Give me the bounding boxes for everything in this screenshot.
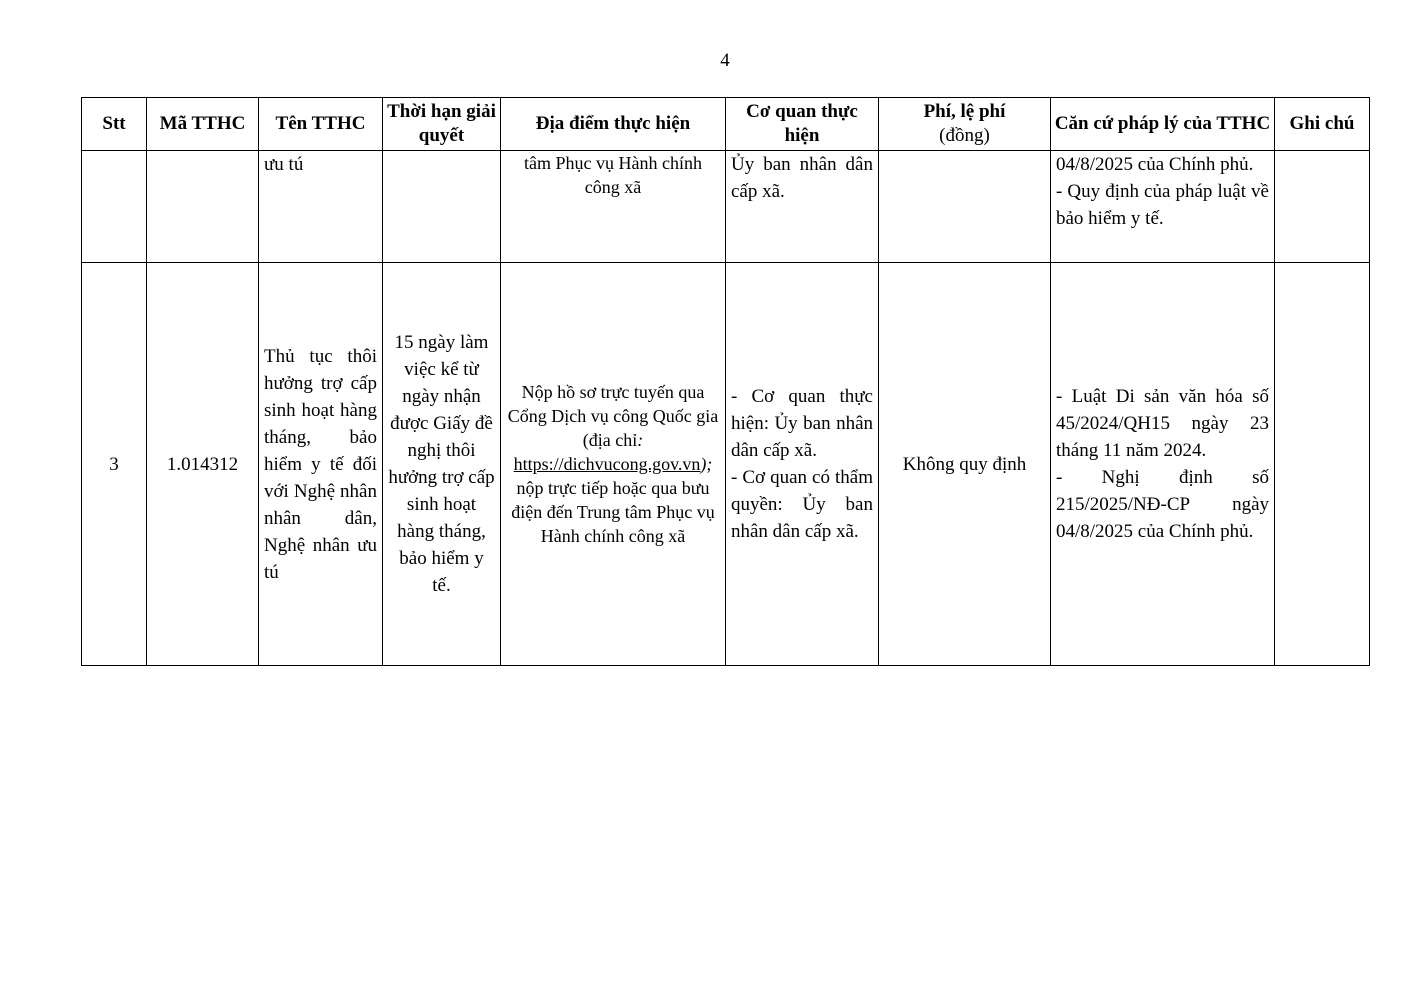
cell-phi-le-phi xyxy=(879,151,1051,263)
header-can-cu: Căn cứ pháp lý của TTHC xyxy=(1051,98,1275,151)
cell-dia-diem: tâm Phục vụ Hành chính công xã xyxy=(501,151,726,263)
cell-dia-diem xyxy=(501,263,726,666)
header-ma-tthc: Mã TTHC xyxy=(147,98,259,151)
can-cu-line-1: - Luật Di sản văn hóa số 45/2024/QH15 ngày 23 tháng 11 năm 2024. xyxy=(1056,386,1269,461)
cell-ma-tthc xyxy=(147,151,259,263)
header-phi-unit: (đồng) xyxy=(939,125,990,146)
cell-can-cu xyxy=(1051,151,1275,263)
dia-diem-text-2: nộp trực tiếp hoặc qua bưu điện đến Trung tâm Phục vụ Hành chính công xã xyxy=(511,478,715,546)
cell-ghi-chu xyxy=(1275,151,1370,263)
cell-ten-tthc: Thủ tục thôi hưởng trợ cấp sinh hoạt hàng tháng, bảo hiểm y tế đối với Nghệ nhân nhân dân, Nghệ nhân ưu tú xyxy=(259,263,383,666)
dich-vu-cong-link[interactable]: https://dichvucong.gov.vn xyxy=(513,454,701,474)
cell-thoi-han xyxy=(383,151,501,263)
dia-diem-close: ); xyxy=(700,454,713,474)
table-row-3 xyxy=(82,263,1370,666)
page-number: 4 xyxy=(720,50,730,71)
header-co-quan: Cơ quan thực hiện xyxy=(726,98,879,151)
can-cu-line-2: - Quy định của pháp luật về bảo hiểm y tế. xyxy=(1056,181,1269,229)
header-ghi-chu: Ghi chú xyxy=(1275,98,1370,151)
cell-stt: 3 xyxy=(82,263,147,666)
cell-can-cu xyxy=(1051,263,1275,666)
cell-co-quan: Ủy ban nhân dân cấp xã. xyxy=(726,151,879,263)
co-quan-line-2: - Cơ quan có thẩm quyền: Ủy ban nhân dân cấp xã. xyxy=(731,467,873,542)
dia-diem-colon: : xyxy=(637,430,644,450)
procedures-table xyxy=(81,97,1370,666)
header-ten-tthc: Tên TTHC xyxy=(259,98,383,151)
dia-diem-text-1: Nộp hồ sơ trực tuyến qua Cổng Dịch vụ công Quốc gia (địa chỉ xyxy=(507,382,719,450)
header-thoi-han: Thời hạn giải quyết xyxy=(383,98,501,151)
cell-co-quan xyxy=(726,263,879,666)
header-phi-le-phi xyxy=(879,98,1051,151)
header-dia-diem: Địa điểm thực hiện xyxy=(501,98,726,151)
can-cu-line-2: - Nghị định số 215/2025/NĐ-CP ngày 04/8/2025 của Chính phủ. xyxy=(1056,467,1269,542)
cell-ghi-chu xyxy=(1275,263,1370,666)
cell-stt xyxy=(82,151,147,263)
table-row-continued xyxy=(82,151,1370,263)
header-phi-label: Phí, lệ phí xyxy=(923,101,1006,122)
cell-thoi-han: 15 ngày làm việc kể từ ngày nhận được Giấy đề nghị thôi hưởng trợ cấp sinh hoạt hàng tháng, bảo hiểm y tế. xyxy=(383,263,501,666)
cell-ten-tthc: ưu tú xyxy=(259,151,383,263)
cell-phi-le-phi: Không quy định xyxy=(879,263,1051,666)
cell-ma-tthc: 1.014312 xyxy=(147,263,259,666)
header-stt: Stt xyxy=(82,98,147,151)
can-cu-line-1: 04/8/2025 của Chính phủ. xyxy=(1056,154,1254,175)
table-header-row xyxy=(82,98,1370,151)
co-quan-line-1: - Cơ quan thực hiện: Ủy ban nhân dân cấp xã. xyxy=(731,386,873,461)
